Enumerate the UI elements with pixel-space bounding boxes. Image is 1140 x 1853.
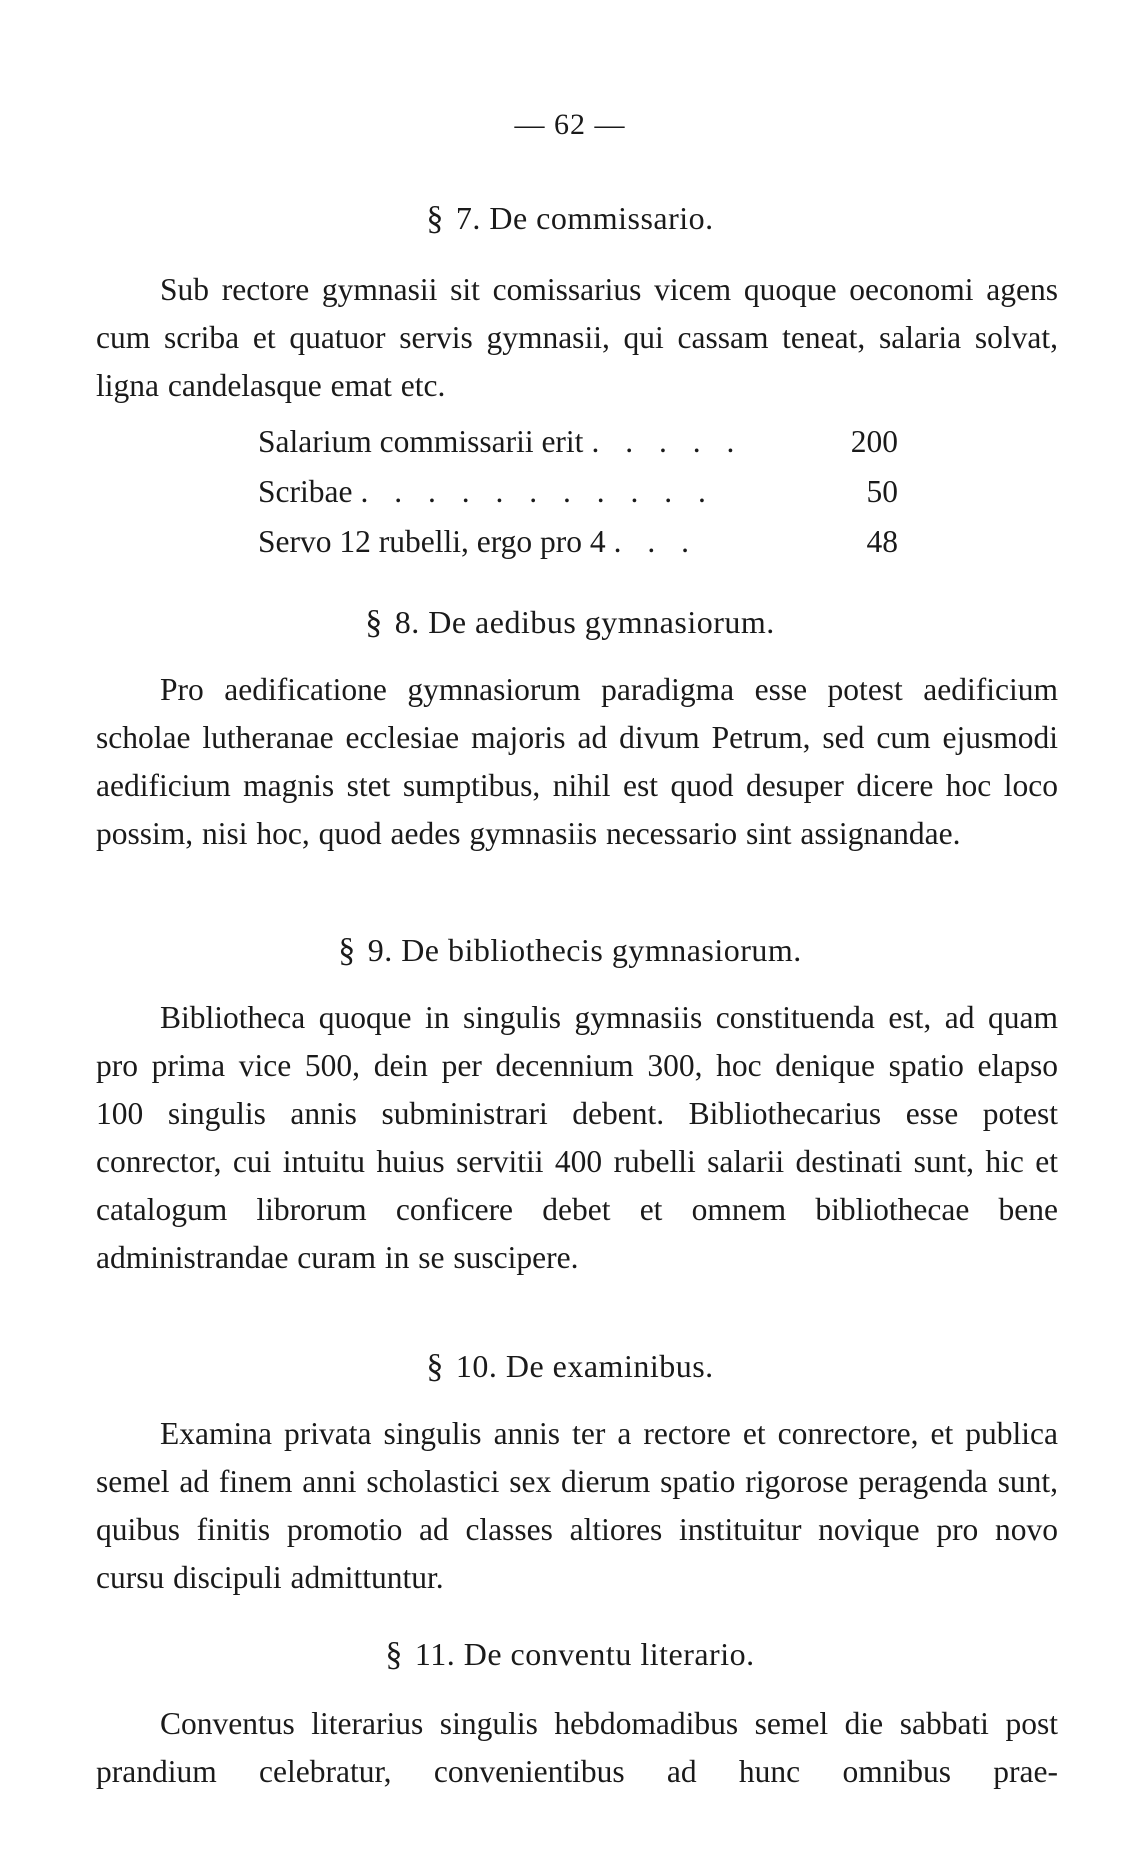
section-heading-9 — [0, 932, 1140, 970]
section-paragraph-11: Conventus literarius singulis hebdomadibus semel die sabbati post prandium celebratur, convenientibus ad hunc omnibus prae- — [96, 1706, 1058, 1789]
page-number: — 62 — — [514, 108, 626, 141]
salary-table — [258, 424, 898, 574]
section-number: 10. — [455, 1348, 498, 1384]
section-title: De commissario. — [489, 200, 714, 236]
section-number: 9. — [367, 932, 393, 968]
section-heading-11 — [0, 1636, 1140, 1674]
section-heading-10 — [0, 1348, 1140, 1386]
section-paragraph-8: Pro aedificatione gymnasiorum paradigma esse potest aedificium scholae lutheranae ecclesiae majoris ad divum Petrum, sed cum ejusmodi aedificium magnis stet sumptibus, nihil est quod desuper dicere hoc loco possim, nisi hoc, quod aedes gymnasiis necessario sint assignandae. — [96, 672, 1058, 851]
section-title: De examinibus. — [505, 1348, 714, 1384]
salary-row: Scribae . . . . . . . . . . . 50 — [258, 474, 898, 509]
section-heading-8 — [0, 604, 1140, 642]
section-number: 7. — [455, 200, 481, 236]
section-title: De bibliothecis gymnasiorum. — [401, 932, 802, 968]
section-symbol: § — [338, 932, 356, 969]
salary-row: Salarium commissarii erit . . . . . 200 — [258, 424, 898, 459]
section-paragraph-9: Bibliotheca quoque in singulis gymnasiis constituenda est, ad quam pro prima vice 500, dein per decennium 300, hoc denique spatio elapso 100 singulis annis subministrari debent. Bibliothecarius esse potest conrector, cui intuitu huius servitii 400 rubelli salarii destinati sunt, hic et catalogum librorum conficere debet et omnem bibliothecae bene administrandae curam in se suscipere. — [96, 1000, 1058, 1275]
section-symbol: § — [426, 1348, 444, 1385]
section-title: De conventu literario. — [463, 1636, 755, 1672]
section-symbol: § — [365, 604, 383, 641]
section-paragraph-7: Sub rectore gymnasii sit comissarius vicem quoque oeconomi agens cum scriba et quatuor servis gymnasii, qui cassam teneat, salaria solvat, ligna candelasque emat etc. — [96, 272, 1058, 403]
section-heading-7 — [0, 200, 1140, 238]
section-number: 8. — [394, 604, 420, 640]
section-number: 11. — [414, 1636, 456, 1672]
salary-row: Servo 12 rubelli, ergo pro 4 . . . 48 — [258, 524, 898, 559]
section-paragraph-10: Examina privata singulis annis ter a rectore et conrectore, et publica semel ad finem anni scholastici sex dierum spatio rigorose peragenda sunt, quibus finitis promotio ad classes altiores instituitur novique pro novo cursu discipuli admittuntur. — [96, 1416, 1058, 1595]
section-symbol: § — [426, 200, 444, 237]
section-symbol: § — [385, 1636, 403, 1673]
section-title: De aedibus gymnasiorum. — [428, 604, 775, 640]
